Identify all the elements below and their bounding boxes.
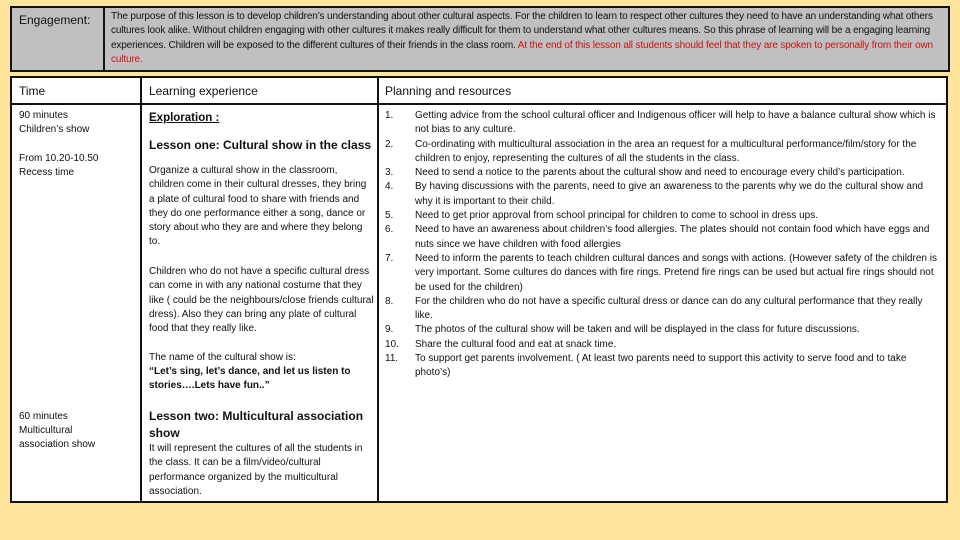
show-name-intro: The name of the cultural show is:: [149, 352, 296, 363]
lesson-two-para: It will represent the cultures of all the students in the class. It can be a film/video/cultural performance organized by the multicultural association.: [149, 443, 363, 497]
item-text: Need to get prior approval from school principal for children to come to school in dress ups.: [415, 210, 818, 222]
list-item: [385, 223, 938, 252]
item-number: 2.: [385, 138, 394, 150]
item-number: 11.: [385, 353, 399, 365]
item-number: 4.: [385, 181, 394, 193]
item-number: 6.: [385, 224, 394, 236]
item-text: To support get parents involvement. ( At least two parents need to support this activity to serve food and to take photo’s): [415, 353, 907, 379]
engagement-label: Engagement:: [12, 8, 105, 70]
item-text: Need to have an awareness about children’s food allergies. The plates should not contain food which have eggs and nuts since we have children with food allergies: [415, 224, 930, 250]
exploration-heading: Exploration :: [149, 112, 220, 124]
second-name: Multicultural association show: [19, 425, 96, 451]
item-text: Share the cultural food and eat at snack time.: [415, 338, 617, 350]
header-learning: Learning experience: [149, 84, 258, 98]
first-name: Children’s show: [19, 124, 90, 135]
engagement-text: [105, 8, 948, 70]
lesson-plan-table: [10, 76, 948, 503]
item-number: 3.: [385, 167, 394, 179]
list-item: [385, 209, 938, 223]
lesson-two-heading: Lesson two: Multicultural association show: [149, 409, 364, 440]
list-item: [385, 180, 938, 209]
list-item: [385, 323, 938, 337]
list-item: [385, 138, 938, 167]
learning-column: [142, 78, 379, 501]
item-text: Co-ordinating with multicultural association in the area an request for a multicultural performance/film/story for the children to enjoy, representing the cultures of all the students in the class.: [415, 138, 917, 164]
header-time: Time: [19, 84, 46, 98]
planning-list: [385, 109, 938, 381]
second-duration: 60 minutes: [19, 411, 68, 422]
item-number: 10.: [385, 338, 399, 350]
item-number: 9.: [385, 324, 394, 336]
show-name: “Let’s sing, let’s dance, and let us listen to stories….Lets have fun..”: [149, 366, 351, 392]
item-number: 8.: [385, 295, 394, 307]
list-item: [385, 166, 938, 180]
item-text: By having discussions with the parents, need to give an awareness to the parents why we do the cultural show and why it is important to their child.: [415, 181, 924, 207]
header-divider: [12, 103, 946, 105]
header-planning: Planning and resources: [385, 84, 512, 98]
list-item: [385, 352, 938, 381]
first-duration: 90 minutes: [19, 110, 68, 121]
first-slot: Recess time: [19, 167, 75, 178]
item-number: 1.: [385, 110, 394, 121]
engagement-body: The purpose of this lesson is to develop children’s understanding about other cultural aspects. For the children to learn to respect other cultures they need to have an understanding what others cultures look alike. Without children engaging with other cultures it makes really difficult for them to understand what other cultures means. So this phrase of learning will be a engaging learning experiences. Children will be exposed to the different cultures of their friends in the class room.: [111, 11, 933, 51]
item-text: For the children who do not have a specific cultural dress or dance can do any cultural performance that they really like.: [415, 295, 923, 322]
list-item: [385, 109, 938, 138]
item-number: 5.: [385, 210, 394, 222]
list-item: [385, 252, 938, 295]
time-column: [12, 78, 142, 501]
item-text: Need to inform the parents to teach children cultural dances and songs with actions. (However safety of the children is very important. Some cultures do dances with fire rings. Pretend fire rings can be used but actual fire rings should not be used for the children): [415, 252, 937, 293]
item-text: Need to send a notice to the parents about the cultural show and need to encourage every child’s participation.: [415, 167, 905, 179]
lesson-one-heading: Lesson one: Cultural show in the class: [149, 138, 372, 152]
item-number: 7.: [385, 252, 394, 264]
list-item: [385, 295, 938, 324]
item-text: The photos of the cultural show will be taken and will be displayed in the class for future discussions.: [415, 324, 860, 336]
planning-column: [379, 78, 946, 501]
first-when: From 10.20-10.50: [19, 153, 99, 164]
list-item: [385, 338, 938, 352]
engagement-box: [10, 6, 950, 72]
item-text: Getting advice from the school cultural officer and Indigenous officer will help to have a balance cultural show which is not bias to any culture.: [415, 110, 936, 136]
lesson-one-para2: Children who do not have a specific cultural dress can come in with any national costume that they like ( could be the neighbours/close friends cultural dress). Also they can bring any plate of cultural food that they really like.: [149, 266, 374, 335]
engagement-highlight: At the end of this lesson all students should feel that they are spoken to personally from their own culture.: [111, 39, 933, 66]
lesson-one-para1: Organize a cultural show in the classroom, children come in their cultural dresses, they bring a plate of cultural food to share with friends and they do one performance either a song, dance or story about who they are and where they belong to.: [149, 165, 367, 248]
